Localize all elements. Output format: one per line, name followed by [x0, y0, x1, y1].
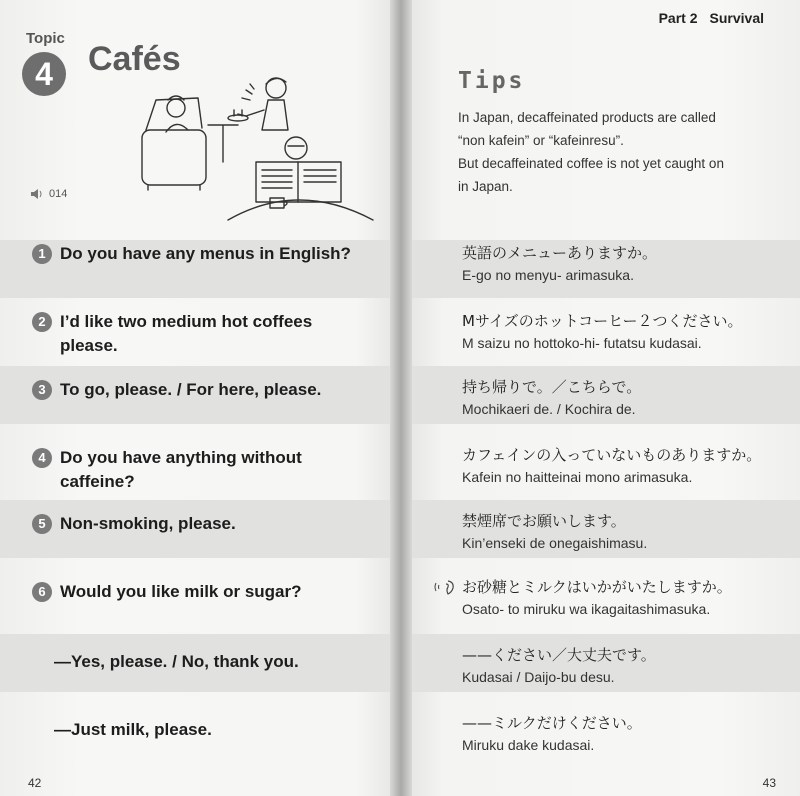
romaji-text: E-go no menyu- arimasuka.: [462, 267, 634, 283]
topic-title: Cafés: [88, 40, 181, 78]
book-gutter: [390, 0, 412, 796]
response-2-english: —Just milk, please.: [54, 720, 212, 739]
listen-ear-icon: [434, 578, 456, 596]
phrase-number: 6: [32, 582, 52, 602]
tips-title: Tips: [458, 68, 526, 94]
japanese-text: 持ち帰りで。／こちらで。: [462, 378, 642, 396]
phrase-1-english: [32, 242, 351, 266]
phrase-text: I’d like two medium hot coffees: [60, 312, 313, 331]
japanese-text: Mサイズのホットコーヒー２つください。: [462, 312, 743, 330]
japanese-text: 禁煙席でお願いします。: [462, 512, 626, 530]
cafe-illustration: [138, 70, 378, 225]
phrase-6-japanese: [462, 576, 792, 620]
japanese-text: ——ミルクだけください。: [462, 714, 642, 732]
phrase-number: 3: [32, 380, 52, 400]
phrase-number: 2: [32, 312, 52, 332]
part-label: Part 2: [658, 10, 698, 26]
phrase-6-english: [32, 580, 302, 604]
phrase-5-japanese: [462, 510, 792, 554]
section-label: Survival: [709, 10, 764, 26]
page-number-right: 43: [762, 776, 776, 790]
phrase-text-continued: caffeine?: [60, 472, 135, 491]
tips-body: [458, 106, 778, 198]
tips-line: In Japan, decaffeinated products are called: [458, 110, 716, 125]
phrase-3-english: [32, 378, 321, 402]
japanese-text: 英語のメニューありますか。: [462, 244, 658, 262]
response-1-english: —Yes, please. / No, thank you.: [54, 652, 299, 671]
phrase-text: Non-smoking, please.: [60, 514, 236, 533]
speaker-icon: [30, 188, 44, 200]
phrase-3-japanese: [462, 376, 792, 420]
japanese-text: お砂糖とミルクはいかがいたしますか。: [462, 578, 732, 596]
tips-line: in Japan.: [458, 179, 513, 194]
response-2-japanese: [462, 712, 792, 756]
tips-line: “non kafein” or “kafeinresu”.: [458, 133, 624, 148]
romaji-text: Kudasai / Daijo-bu desu.: [462, 669, 615, 685]
romaji-text: Mochikaeri de. / Kochira de.: [462, 401, 636, 417]
phrase-text: To go, please. / For here, please.: [60, 380, 322, 399]
phrase-number: 4: [32, 448, 52, 468]
phrase-2-japanese: [462, 310, 792, 354]
running-header: [659, 10, 764, 26]
phrase-1-japanese: [462, 242, 792, 286]
topic-number-badge: 4: [22, 52, 66, 96]
topic-label: Topic: [26, 30, 65, 47]
phrase-text: Do you have anything without: [60, 448, 302, 467]
romaji-text: Miruku dake kudasai.: [462, 737, 595, 753]
phrase-number: 5: [32, 514, 52, 534]
romaji-text: M saizu no hottoko-hi- futatsu kudasai.: [462, 335, 702, 351]
page-number-left: 42: [28, 776, 42, 790]
audio-track-marker: [30, 188, 67, 200]
phrase-4-japanese: [462, 444, 792, 488]
japanese-text: カフェインの入っていないものありますか。: [462, 446, 762, 464]
tips-line: But decaffeinated coffee is not yet caught on: [458, 156, 724, 171]
phrase-text: Do you have any menus in English?: [60, 244, 351, 263]
japanese-text: ——ください／大丈夫です。: [462, 646, 656, 664]
phrase-text: Would you like milk or sugar?: [60, 582, 302, 601]
response-1-japanese: [462, 644, 792, 688]
audio-track-number: 014: [49, 188, 68, 200]
phrase-text-continued: please.: [60, 336, 118, 355]
phrase-2-english: [32, 310, 312, 358]
phrase-number: 1: [32, 244, 52, 264]
phrase-4-english: [32, 446, 302, 494]
romaji-text: Kin’enseki de onegaishimasu.: [462, 535, 648, 551]
phrase-5-english: [32, 512, 236, 536]
romaji-text: Osato- to miruku wa ikagaitashimasuka.: [462, 601, 711, 617]
romaji-text: Kafein no haitteinai mono arimasuka.: [462, 469, 693, 485]
